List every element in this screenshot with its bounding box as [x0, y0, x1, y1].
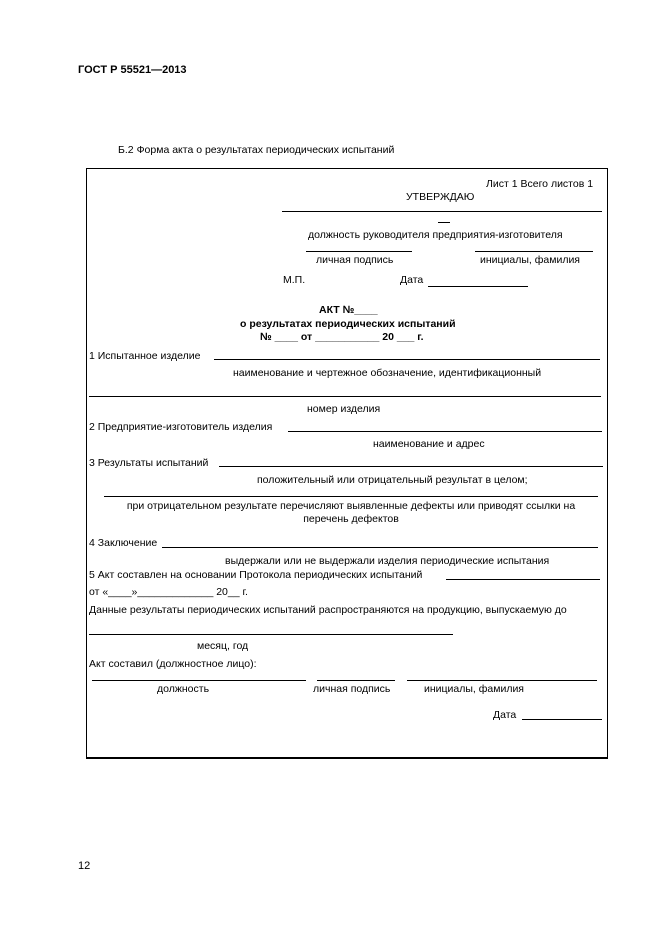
from-date: от «____»_____________ 20__ г. — [89, 586, 248, 598]
page-number: 12 — [78, 860, 91, 872]
conclusion-label: 4 Заключение — [89, 537, 158, 549]
product-number-caption: номер изделия — [307, 403, 381, 415]
approval-date-line — [428, 286, 528, 287]
manufacturer-label: 2 Предприятие-изготовитель изделия — [89, 421, 273, 433]
approval-title: УТВЕРЖДАЮ — [406, 191, 475, 203]
tested-item-line — [214, 359, 600, 360]
results-caption-2: при отрицательном результате перечисляют выявленные дефекты или приводят ссылки на перечень дефектов — [126, 500, 576, 525]
sig-initials-caption: инициалы, фамилия — [424, 683, 524, 695]
manufacturer-line — [288, 431, 602, 432]
act-number-date: № ____ от ___________ 20 ___ г. — [260, 331, 424, 343]
applicability-text: Данные результаты периодических испытаний распространяются на продукцию, выпускаемую до — [89, 604, 567, 616]
month-year-caption: месяц, год — [197, 640, 249, 652]
initials-caption: инициалы, фамилия — [480, 254, 580, 266]
document-code: ГОСТ Р 55521—2013 — [78, 64, 187, 76]
act-title: АКТ №____ — [319, 304, 378, 316]
sig-position-caption: должность — [157, 683, 210, 695]
tested-item-label: 1 Испытанное изделие — [89, 350, 201, 362]
compiled-by-label: Акт составил (должностное лицо): — [89, 658, 257, 670]
results-line — [219, 466, 603, 467]
signature-line — [306, 251, 412, 252]
signature-caption: личная подпись — [316, 254, 394, 266]
sig-initials-line — [407, 680, 597, 681]
sig-position-line — [92, 680, 306, 681]
manufacturer-caption: наименование и адрес — [373, 438, 485, 450]
approval-line-2 — [438, 222, 450, 223]
section-title: Б.2 Форма акта о результатах периодических испытаний — [118, 144, 395, 156]
results-label: 3 Результаты испытаний — [89, 457, 209, 469]
initials-line — [475, 251, 593, 252]
applicability-line — [89, 634, 453, 635]
sig-signature-line — [317, 680, 395, 681]
tested-item-line-2 — [89, 396, 601, 397]
conclusion-line — [162, 547, 598, 548]
act-subtitle: о результатах периодических испытаний — [240, 318, 456, 330]
stamp-label: М.П. — [283, 274, 306, 286]
final-date-line — [522, 719, 602, 720]
sig-signature-caption: личная подпись — [313, 683, 391, 695]
sheet-info: Лист 1 Всего листов 1 — [486, 178, 594, 190]
basis-text: 5 Акт составлен на основании Протокола периодических испытаний — [89, 569, 423, 581]
final-date-label: Дата — [493, 709, 517, 721]
results-line-2 — [104, 496, 598, 497]
approval-line-1 — [282, 211, 602, 212]
results-caption-1: положительный или отрицательный результат в целом; — [257, 474, 528, 486]
tested-item-caption: наименование и чертежное обозначение, идентификационный — [233, 367, 542, 379]
position-caption: должность руководителя предприятия-изготовителя — [308, 229, 563, 241]
basis-line — [446, 579, 600, 580]
conclusion-caption: выдержали или не выдержали изделия периодические испытания — [225, 555, 550, 567]
approval-date-label: Дата — [400, 274, 424, 286]
